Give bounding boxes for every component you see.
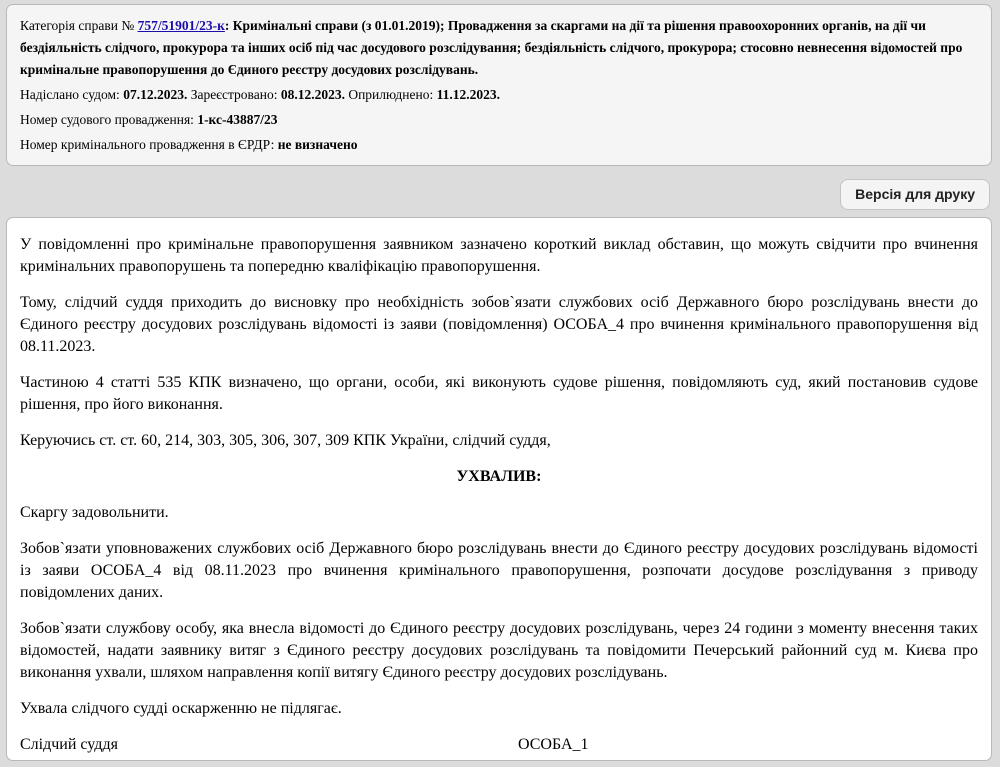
resolution-paragraph: Зобов`язати уповноважених службових осіб Державного бюро розслідувань внести до Єдиного реєстру досудових розслідувань відомості із заяви ОСОБА_4 від 08.11.2023 про вчинення кримінального правопорушення, розпочати досудове розслідування з приводу повідомлених даних. xyxy=(20,540,978,601)
erdr-label: Номер кримінального провадження в ЄРДР: xyxy=(20,137,278,152)
sent-date: 07.12.2023. xyxy=(123,87,188,102)
document-paragraph: У повідомленні про кримінальне правопорушення заявником зазначено короткий виклад обставин, що можуть свідчити про вчинення кримінальних правопорушень та попередню кваліфікацію правопорушення. xyxy=(20,236,978,275)
case-category xyxy=(20,15,979,81)
court-number-line xyxy=(20,109,979,131)
published-date: 11.12.2023. xyxy=(436,87,500,102)
signature-row xyxy=(20,734,978,756)
print-version-button[interactable]: Версія для друку xyxy=(840,179,990,210)
erdr-value: не визначено xyxy=(277,137,358,152)
sent-label: Надіслано судом: xyxy=(20,87,124,102)
resolution-heading: УХВАЛИВ: xyxy=(456,468,542,485)
court-number-label: Номер судового провадження: xyxy=(20,112,198,127)
document-paragraph: Частиною 4 статті 535 КПК визначено, що органи, особи, які виконують судове рішення, повідомляють суд, який постановив судове рішення, про його виконання. xyxy=(20,374,978,413)
document-paragraph: Тому, слідчий суддя приходить до висновку про необхідність зобов`язати службових осіб Державного бюро розслідувань внести до Єдиного реєстру досудових розслідувань відомості із заяви (повідомлення) ОСОБА_4 про вчинення кримінального правопорушення від 08.11.2023. xyxy=(20,294,978,355)
toolbar xyxy=(0,170,1000,210)
erdr-line xyxy=(20,134,979,156)
signature-name: ОСОБА_1 xyxy=(518,736,589,753)
resolution-paragraph: Скаргу задовольнити. xyxy=(20,504,169,521)
registered-date: 08.12.2023. xyxy=(280,87,345,102)
registered-label: Зареєстровано: xyxy=(187,87,281,102)
case-number-link[interactable]: 757/51901/23-к xyxy=(137,18,225,33)
document-body xyxy=(6,217,992,761)
category-text: : Кримінальні справи (з 01.01.2019); Провадження за скаргами на дії та рішення правоохоронних органів, на дії чи бездіяльність слідчого, прокурора та інших осіб під час досудового розслідування; бездіяльність слідчого, прокурора; стосовно невнесення відомостей про кримінальне правопорушення до Єдиного реєстру досудових розслідувань. xyxy=(20,18,963,77)
signature-label: Слідчий суддя xyxy=(20,736,118,753)
resolution-paragraph: Ухвала слідчого судді оскарженню не підлягає. xyxy=(20,700,342,717)
published-label: Оприлюднено: xyxy=(344,87,437,102)
category-prefix: Категорія справи № xyxy=(20,18,138,33)
dates-line xyxy=(20,84,979,106)
document-paragraph: Керуючись ст. ст. 60, 214, 303, 305, 306, 307, 309 КПК України, слідчий суддя, xyxy=(20,432,551,449)
court-number-value: 1-кс-43887/23 xyxy=(197,112,278,127)
resolution-paragraph: Зобов`язати службову особу, яка внесла відомості до Єдиного реєстру досудових розслідувань, через 24 години з моменту внесення таких відомостей, надати заявнику витяг з Єдиного реєстру досудових розслідувань та повідомити Печерський районний суд м. Києва про виконання ухвали, шляхом направлення копії витягу Єдиного реєстру досудових розслідувань. xyxy=(20,620,978,681)
case-info-panel xyxy=(6,4,992,166)
